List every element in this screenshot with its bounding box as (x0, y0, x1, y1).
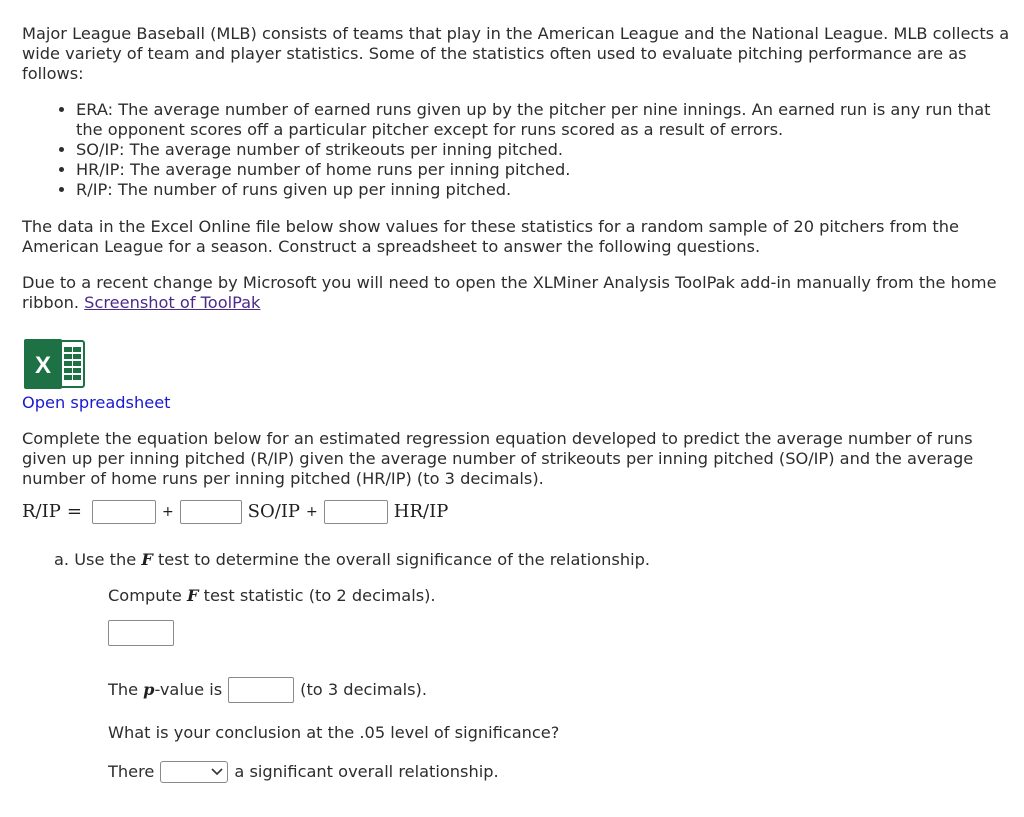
p-value-row (108, 677, 1014, 703)
conclusion-question: What is your conclusion at the .05 level of significance? (108, 723, 560, 742)
p-value-input[interactable] (228, 677, 294, 703)
toolpak-screenshot-link[interactable]: Screenshot of ToolPak (84, 293, 261, 312)
there-suffix: a significant overall relationship. (234, 762, 499, 781)
pvalue-text-before: The (108, 680, 139, 699)
excel-icon[interactable] (22, 337, 86, 391)
conclusion-row (108, 761, 1014, 783)
equation-plus-1: + (161, 504, 174, 520)
p-symbol: p (143, 680, 155, 699)
pvalue-text-after: -value is (154, 680, 223, 699)
part-a-body (54, 586, 1014, 783)
regression-equation (22, 499, 1014, 525)
complete-paragraph: Complete the equation below for an estimated regression equation developed to predict the average number of runs given up per inning pitched (R/IP) given the average number of strikeouts per inning pitched (SO/IP) and the average number of home runs per inning pitched (HR/IP) (to 3 decimals). (22, 429, 974, 488)
compute-f-prompt (108, 586, 1014, 606)
there-label: There (108, 762, 155, 781)
notice-paragraph (22, 273, 1014, 313)
stat-r-ip: • R/IP: The number of runs given up per inning pitched. (76, 180, 1014, 200)
stat-so-ip: • SO/IP: The average number of strikeouts per inning pitched. (76, 140, 1014, 160)
conclusion-select[interactable] (160, 761, 228, 783)
part-a-section (22, 550, 1014, 783)
stats-list (22, 100, 1014, 200)
compute-text-before: Compute (108, 586, 187, 605)
excel-icon-letter: X (34, 352, 52, 379)
f-statistic-input[interactable] (108, 620, 174, 646)
stat-era: • ERA: The average number of earned runs given up by the pitcher per nine innings. An earned run is any run that the opponent scores off a particular pitcher except for runs scored as a result of errors. (76, 100, 1014, 140)
f-symbol: F (141, 550, 153, 569)
equation-equals: = (66, 501, 82, 522)
sample-paragraph: The data in the Excel Online file below show values for these statistics for a random sample of 20 pitchers from the American League for a season. Construct a spreadsheet to answer the following questions. (22, 217, 960, 256)
equation-var-so-ip: SO/IP (247, 501, 301, 522)
chevron-down-icon (211, 768, 223, 776)
equation-var-hr-ip: HR/IP (393, 501, 449, 522)
stat-hr-ip: • HR/IP: The average number of home runs per inning pitched. (76, 160, 1014, 180)
hr-ip-coefficient-input[interactable] (324, 500, 388, 524)
equation-lhs: R/IP (22, 501, 61, 522)
notice-text: Due to a recent change by Microsoft you will need to open the XLMiner Analysis ToolPak add-in manually from the home ribbon. (22, 273, 997, 312)
intercept-input[interactable] (92, 500, 156, 524)
so-ip-coefficient-input[interactable] (180, 500, 242, 524)
intro-paragraph: Major League Baseball (MLB) consists of teams that play in the American League and the National League. MLB collects a wide variety of team and player statistics. Some of the statistics often used to evaluate pitching performance are as follows: (22, 24, 1010, 83)
compute-f-symbol: F (186, 586, 199, 605)
part-a-text-before: a. Use the (54, 550, 142, 569)
part-a-heading (54, 550, 1014, 570)
equation-plus-2: + (306, 504, 318, 520)
part-a-text-after: test to determine the overall significance of the relationship. (152, 550, 650, 569)
open-spreadsheet-link[interactable]: Open spreadsheet (22, 393, 171, 412)
pvalue-suffix: (to 3 decimals). (300, 680, 428, 699)
compute-text-after: test statistic (to 2 decimals). (198, 586, 436, 605)
